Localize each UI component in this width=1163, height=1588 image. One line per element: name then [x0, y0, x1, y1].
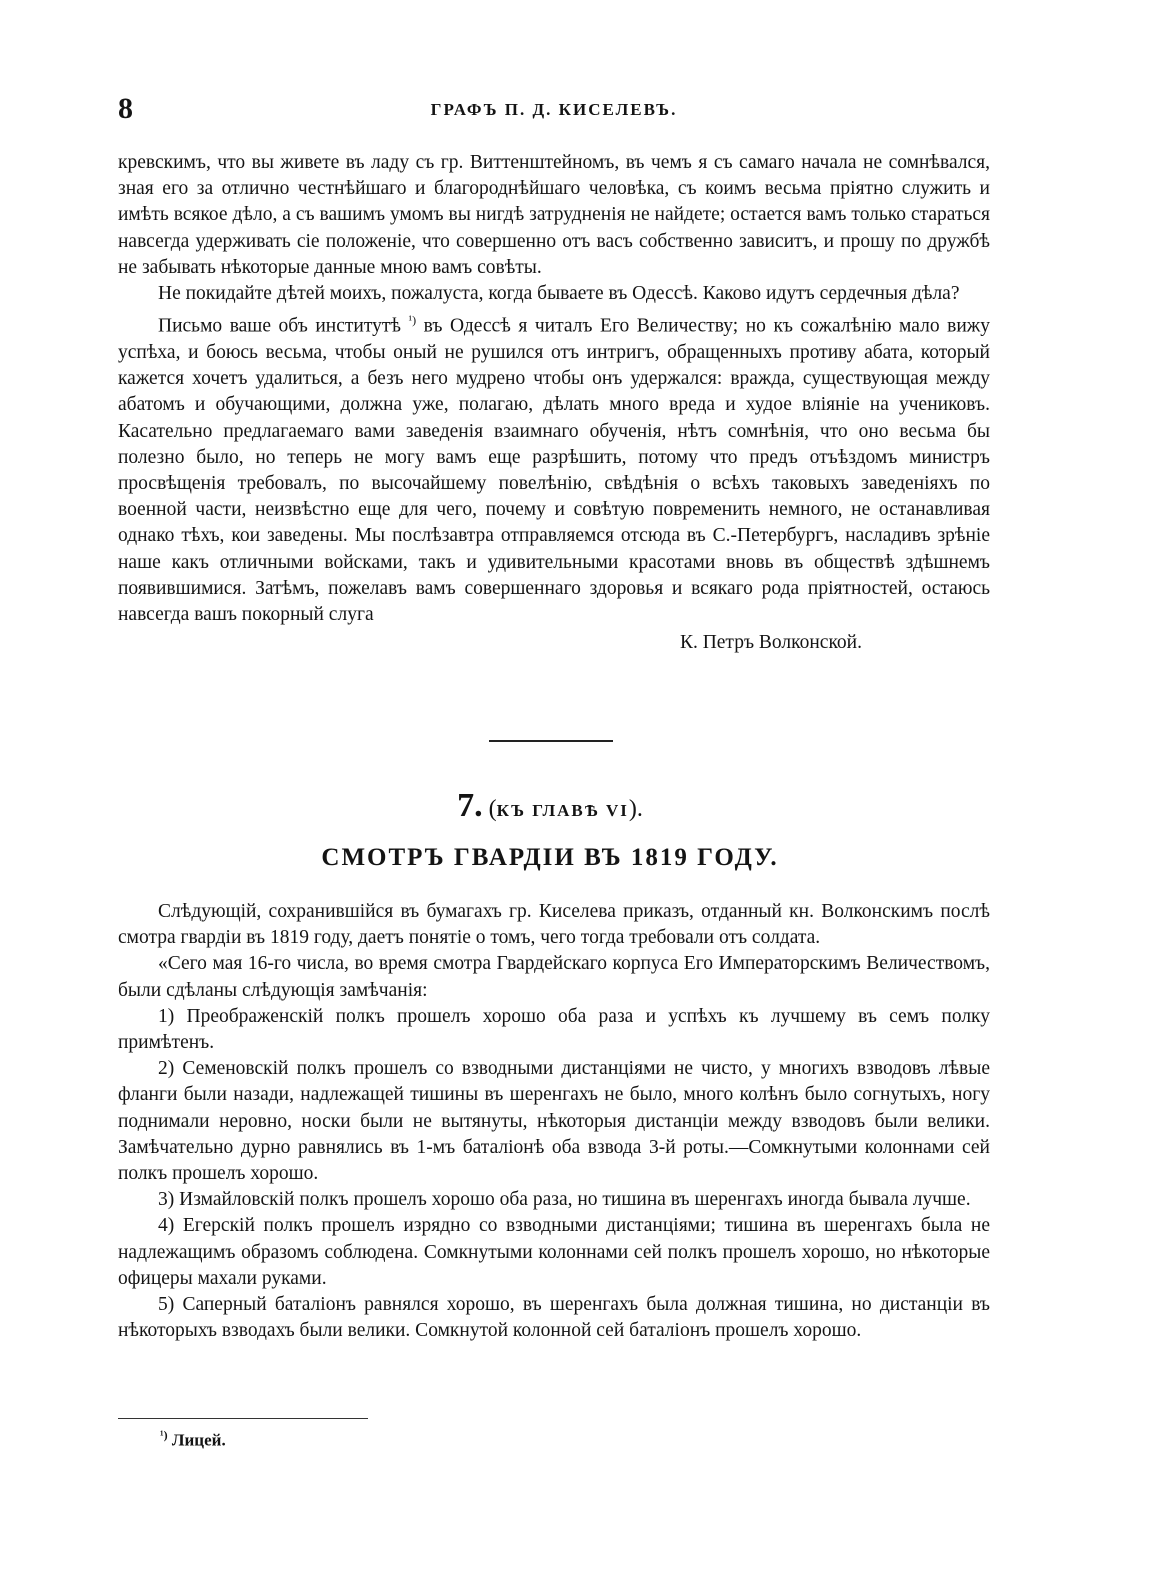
chapter-reference: КЪ ГЛАВѢ VI: [496, 801, 629, 820]
order-preamble: «Сего мая 16-го числа, во время смотра Гвардейскаго корпуса Его Императорскимъ Величествомъ, были сдѣланы слѣдующія замѣчанія:: [118, 953, 990, 1001]
section-number: 7.: [457, 787, 483, 824]
order-item-3: 3) Измайловскій полкъ прошелъ хорошо оба раза, но тишина въ шеренгахъ иногда бывала лучше.: [158, 1189, 971, 1211]
letter-text: [118, 150, 990, 656]
footnote-marker: ¹): [160, 1428, 168, 1442]
section-title: СМОТРЪ ГВАРДІИ ВЪ 1819 ГОДУ.: [321, 844, 779, 871]
order-item-4: 4) Егерскій полкъ прошелъ изрядно со взводными дистанціями; тишина въ шеренгахъ была не надлежащимъ образомъ соблюдена. Сомкнутыми колоннами сей полкъ прошелъ хорошо, но нѣкоторые офицеры махали руками.: [118, 1215, 990, 1289]
letter-paragraph-3-end: въ Одессѣ я читалъ Его Величеству; но къ сожалѣнію мало вижу успѣха, и боюсь весьма, чтобы оный не рушился отъ интригъ, обращенныхъ противу абата, который кажется хочетъ удалиться, а безъ него мудрено чтобы онъ удержался: вражда, существующая между абатомъ и обучающими, должна уже, полагаю, дѣлать много вреда и худое вліяніе на учениковъ. Касательно предлагаемаго вами заведенія взаимнаго обученія, нѣтъ сомнѣнія, что оно весьма бы полезно было, но теперь не могу вамъ еще разрѣшить, потому что предъ отъѣздомъ министръ просвѣщенія требовалъ, по высочайшему повелѣнію, свѣдѣнія о всѣхъ таковыхъ заведеніяхъ по военной части, неизвѣстно еще для чего, почему и совѣтую повременить немного, не останавливая однако тѣхъ, кои заведены. Мы послѣзавтра отправляемся отсюда въ С.-Петербургъ, насладивъ зрѣніе наше какъ отличными войсками, такъ и удивительными красотами вновь въ обществѣ здѣшнемъ появившимися. Затѣмъ, пожелавъ вамъ совершеннаго здоровья и всякаго рода пріятностей, остаюсь навсегда вашъ покорный слуга: [118, 315, 990, 625]
page-number: 8: [118, 92, 133, 125]
footnote-text: Лицей.: [167, 1430, 226, 1450]
letter-paragraph-3-start: Письмо ваше объ институтѣ: [158, 315, 409, 337]
footnote-rule: [118, 1418, 368, 1419]
chapter-ref-close: ).: [628, 796, 643, 822]
order-item-5: 5) Саперный баталіонъ равнялся хорошо, въ шеренгахъ была должная тишина, но дистанціи въ нѣкоторыхъ взводахъ были велики. Сомкнутой колонной сей баталіонъ прошелъ хорошо.: [118, 1294, 990, 1342]
letter-paragraph-1: кревскимъ, что вы живете въ ладу съ гр. Виттенштейномъ, въ чемъ я съ самаго начала не сомнѣвался, зная его за отлично честнѣйшаго и благороднѣйшаго человѣка, съ коимъ весьма пріятно служить и имѣть всякое дѣло, а съ вашимъ умомъ вы нигдѣ затрудненія не найдете; остается вамъ только стараться навсегда удерживать сіе положеніе, что совершенно отъ васъ собственно зависитъ, и прошу по дружбѣ не забывать нѣкоторые данные мною вамъ совѣты.: [118, 152, 990, 278]
letter-signature: К. Петръ Волконской.: [679, 632, 862, 654]
order-item-2: 2) Семеновскій полкъ прошелъ со взводными дистанціями не чисто, у многихъ взводовъ лѣвые фланги были назади, надлежащей тишины въ шеренгахъ не было, много колѣнъ было согнутыхъ, ногу поднимали неровно, носки были не вытянуты, нѣкоторыя дистанціи между взводовъ были велики. Замѣчательно дурно равнялись въ 1-мъ баталіонѣ оба взвода 3-й роты.—Сомкнутыми колоннами сей полкъ прошелъ хорошо.: [118, 1058, 990, 1185]
letter-paragraph-2: Не покидайте дѣтей моихъ, пожалуста, когда бываете въ Одессѣ. Каково идутъ сердечныя дѣла?: [158, 283, 960, 305]
footnote: [160, 1428, 226, 1451]
running-title: ГРАФЪ П. Д. КИСЕЛЕВЪ.: [430, 100, 678, 119]
section-intro: Слѣдующій, сохранившійся въ бумагахъ гр. Киселева приказъ, отданный кн. Волконскимъ послѣ смотра гвардіи въ 1819 году, даетъ понятіе о томъ, чего тогда требовали отъ солдата.: [118, 901, 990, 949]
section-text: [118, 899, 990, 1344]
footnote-reference: ¹): [408, 313, 417, 328]
order-item-1: 1) Преображенскій полкъ прошелъ хорошо оба раза и успѣхъ къ лучшему въ семъ полку примѣтенъ.: [118, 1005, 990, 1054]
page-header: [118, 92, 990, 132]
section-divider: [489, 740, 613, 742]
chapter-ref-open: (: [488, 796, 497, 822]
letter-paragraph-3: [118, 307, 990, 628]
section-heading: [0, 787, 1100, 825]
